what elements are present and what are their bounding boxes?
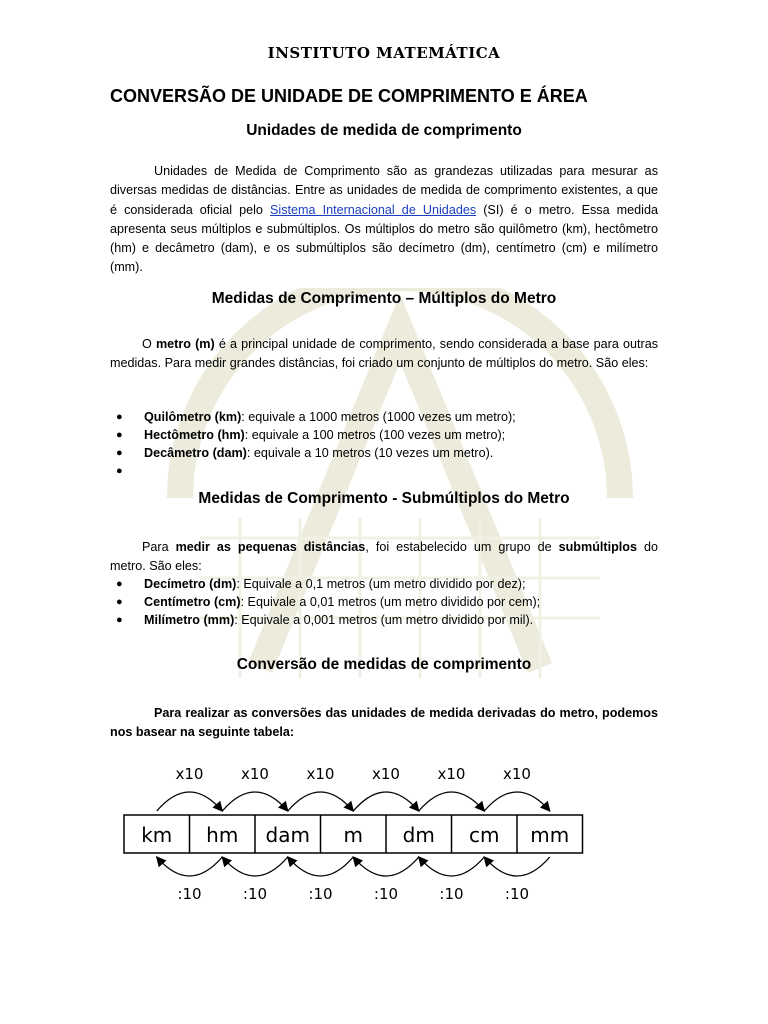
multiply-arrow xyxy=(419,792,485,811)
section-heading-multiples: Medidas de Comprimento – Múltiplos do Metro xyxy=(211,290,557,307)
divide-arrow xyxy=(222,857,288,876)
unit-dam: dam xyxy=(265,823,310,847)
divide-label: :10 xyxy=(242,885,268,903)
multiples-text-pre: O xyxy=(142,337,156,351)
multiply-arrow xyxy=(222,792,288,811)
divide-arrow xyxy=(288,857,354,876)
multiply-arrow xyxy=(288,792,354,811)
divide-arrow xyxy=(353,857,419,876)
conversion-paragraph: Para realizar as conversões das unidades de medida derivadas do metro, podemos nos basear na seguinte tabela: xyxy=(110,706,658,740)
multiply-arrow xyxy=(353,792,419,811)
multiples-list xyxy=(110,408,658,480)
conversion-diagram xyxy=(110,755,590,915)
divide-arrow xyxy=(419,857,485,876)
divide-arrow xyxy=(157,857,223,876)
list-item: ● Quilômetro (km): equivale a 1000 metros (1000 vezes um metro); xyxy=(116,410,516,424)
intro-paragraph xyxy=(110,162,658,278)
divide-label: :10 xyxy=(439,885,464,903)
divide-label: :10 xyxy=(308,885,333,903)
divide-label: :10 xyxy=(177,885,202,903)
si-link[interactable]: Sistema Internacional de Unidades xyxy=(270,202,477,217)
divide-label: :10 xyxy=(504,885,530,903)
list-item: ● Decímetro (dm): Equivale a 0,1 metros (um metro dividido por dez); xyxy=(116,577,526,591)
list-item: ● Decâmetro (dam): equivale a 10 metros (10 vezes um metro). xyxy=(116,446,494,460)
multiply-label: x10 xyxy=(372,765,400,783)
divide-label: :10 xyxy=(373,885,399,903)
unit-cm: cm xyxy=(469,823,500,847)
intro-text-a: Unidades de Medida de Comprimento são as grandezas utilizadas para mesurar as diversas medidas de distâncias. Entre as unidades de medida de comprimento existentes, a que é considerada oficial pelo xyxy=(110,164,658,217)
institute-name: INSTITUTO MATEMÁTICA xyxy=(267,44,501,62)
page-title: CONVERSÃO DE UNIDADE DE COMPRIMENTO E ÁREA xyxy=(110,86,588,106)
list-item: ● Milímetro (mm): Equivale a 0,001 metros (um metro dividido por mil). xyxy=(116,613,534,627)
multiply-arrow xyxy=(157,792,223,811)
submultiples-paragraph: Para medir as pequenas distâncias, foi estabelecido um grupo de submúltiplos do metro. São eles: xyxy=(110,540,658,574)
multiply-label: x10 xyxy=(306,765,335,783)
multiples-paragraph xyxy=(110,335,658,374)
intro-text-b: (SI) é o metro. Essa medida apresenta seus múltiplos e submúltiplos. Os múltiplos do metro são quilômetro (km), hectômetro (hm) e decâmetro (dam), e os submúltiplos são decímetro (dm), centímetro (cm) e milímetro (mm). xyxy=(110,202,658,275)
list-item: ● xyxy=(116,465,123,477)
divide-arrow xyxy=(484,857,550,876)
unit-m: m xyxy=(343,823,363,847)
multiply-label: x10 xyxy=(503,765,531,783)
metro-term: metro (m) xyxy=(155,337,215,351)
unit-km: km xyxy=(141,823,173,847)
unit-dm: dm xyxy=(402,823,435,847)
unit-hm: hm xyxy=(206,823,239,847)
multiply-label: x10 xyxy=(241,765,269,783)
section-heading-units: Unidades de medida de comprimento xyxy=(246,122,522,139)
section-heading-submultiples: Medidas de Comprimento - Submúltiplos do Metro xyxy=(198,490,570,507)
multiples-text-post: é a principal unidade de comprimento, sendo considerada a base para outras medidas. Para medir grandes distâncias, foi criado um conjunto de múltiplos do metro. São eles: xyxy=(110,337,658,371)
submultiples-list xyxy=(110,575,658,629)
multiply-label: x10 xyxy=(437,765,466,783)
list-item: ● Centímetro (cm): Equivale a 0,01 metros (um metro dividido por cem); xyxy=(116,595,541,609)
section-heading-conversion: Conversão de medidas de comprimento xyxy=(236,656,532,673)
multiply-arrow xyxy=(484,792,550,811)
unit-mm: mm xyxy=(530,823,570,847)
list-item: ● Hectômetro (hm): equivale a 100 metros (100 vezes um metro); xyxy=(116,428,506,442)
multiply-label: x10 xyxy=(175,765,204,783)
